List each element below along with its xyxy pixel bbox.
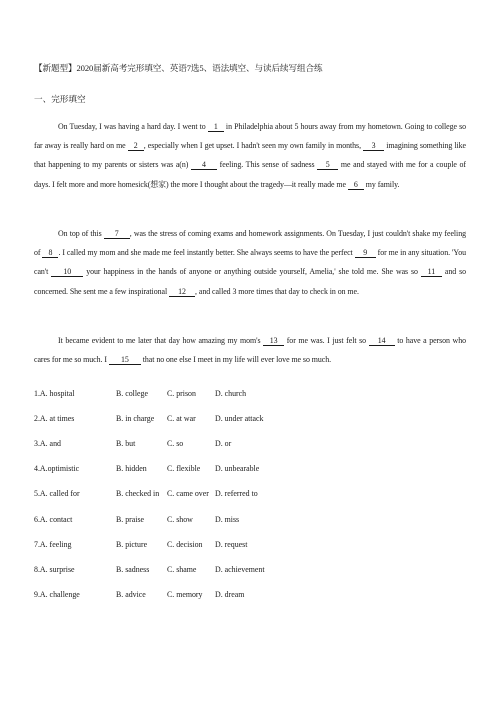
passage-paragraph-1: On Tuesday, I was having a hard day. I went to 1 in Philadelphia about 5 hours away from my hometown. Going to college so far away is really hard on me 2 , especially when I get upset. I hadn't seen my own family in months, 3 imagining something like that happening to my parents or sisters was a(n) 4 feeling. This sense of sadness 5 me and stayed with me for a couple of days. I felt more and more homesick(想家) the more I thought about the tragedy—it really made me 6 my family. xyxy=(34,122,467,189)
option-a: 7.A. feeling xyxy=(34,539,72,549)
option-d: D. dream xyxy=(215,590,245,600)
option-d: D. miss xyxy=(215,514,240,524)
option-c: C. decision xyxy=(167,539,203,549)
options-row-1 xyxy=(34,381,474,406)
options-row-6 xyxy=(34,507,474,532)
page-title: 【新题型】2020届新高考完形填空、英语7选5、语法填空、与读后续写组合练 xyxy=(34,63,323,73)
option-a: 5.A. called for xyxy=(34,489,80,499)
option-c: C. memory xyxy=(167,590,203,600)
option-c: C. so xyxy=(167,438,184,448)
blank-15: 15 xyxy=(109,355,141,365)
option-b: B. praise xyxy=(116,514,145,524)
passage-paragraph-3: It became evident to me later that day how amazing my mom's 13 for me was. I just felt so 14 to have a person who cares for me so much. I 15 that no one else I meet in my life will ever love me so much. xyxy=(34,336,466,365)
option-d: D. request xyxy=(215,539,248,549)
options-row-7 xyxy=(34,532,474,557)
option-a: 8.A. surprise xyxy=(34,564,75,574)
option-d: D. referred to xyxy=(215,489,258,499)
option-d: D. or xyxy=(215,438,232,448)
options-row-8 xyxy=(34,557,474,582)
option-a: 2.A. at times xyxy=(34,413,75,423)
option-a: 4.A.optimistic xyxy=(34,464,80,474)
blank-1: 1 xyxy=(208,122,224,132)
options-row-9 xyxy=(34,583,474,608)
option-c: C. show xyxy=(167,514,193,524)
options-row-4 xyxy=(34,457,474,482)
option-b: B. advice xyxy=(116,590,146,600)
blank-3: 3 xyxy=(363,141,384,151)
option-d: D. church xyxy=(215,388,247,398)
option-a: 9.A. challenge xyxy=(34,590,80,600)
blank-4: 4 xyxy=(191,160,217,170)
option-b: B. hidden xyxy=(116,464,147,474)
option-a: 3.A. and xyxy=(34,438,61,448)
option-d: D. unbearable xyxy=(215,464,260,474)
option-a: 1.A. hospital xyxy=(34,388,75,398)
blank-14: 14 xyxy=(369,336,395,346)
option-b: B. picture xyxy=(116,539,148,549)
options-row-2 xyxy=(34,406,474,431)
option-a: 6.A. contact xyxy=(34,514,73,524)
blank-8: 8 xyxy=(42,248,58,258)
option-b: B. but xyxy=(116,438,136,448)
blank-12: 12 xyxy=(169,287,195,297)
blank-11: 11 xyxy=(421,267,442,277)
passage-paragraph-2: On top of this 7 , was the stress of coming exams and homework assignments. On Tuesday, I just couldn't shake my feeling of 8 . I called my mom and she made me feel instantly better. She always seems to have the perfect 9 for me in any situation. 'You can't 10 your happiness in the hands of anyone or anything outside yourself, Amelia,' she told me. She was so 11 and so concerned. She sent me a few inspirational 12 , and called 3 more times that day to check in on me. xyxy=(34,229,467,296)
option-c: C. came over xyxy=(167,489,209,499)
options-list xyxy=(34,381,474,608)
section-heading: 一、完形填空 xyxy=(34,94,86,104)
option-b: B. checked in xyxy=(116,489,160,499)
option-b: B. sadness xyxy=(116,564,150,574)
blank-10: 10 xyxy=(51,267,83,277)
options-row-3 xyxy=(34,431,474,456)
option-d: D. under attack xyxy=(215,413,264,423)
option-b: B. in charge xyxy=(116,413,155,423)
blank-13: 13 xyxy=(263,336,284,346)
blank-7: 7 xyxy=(104,229,130,239)
blank-5: 5 xyxy=(317,160,338,170)
option-b: B. college xyxy=(116,388,148,398)
options-row-5 xyxy=(34,482,474,507)
blank-2: 2 xyxy=(128,141,144,151)
option-c: C. prison xyxy=(167,388,196,398)
blank-6: 6 xyxy=(348,180,364,190)
option-c: C. flexible xyxy=(167,464,201,474)
option-c: C. at war xyxy=(167,413,196,423)
option-d: D. achievement xyxy=(215,564,265,574)
option-c: C. shame xyxy=(167,564,197,574)
blank-9: 9 xyxy=(355,248,376,258)
